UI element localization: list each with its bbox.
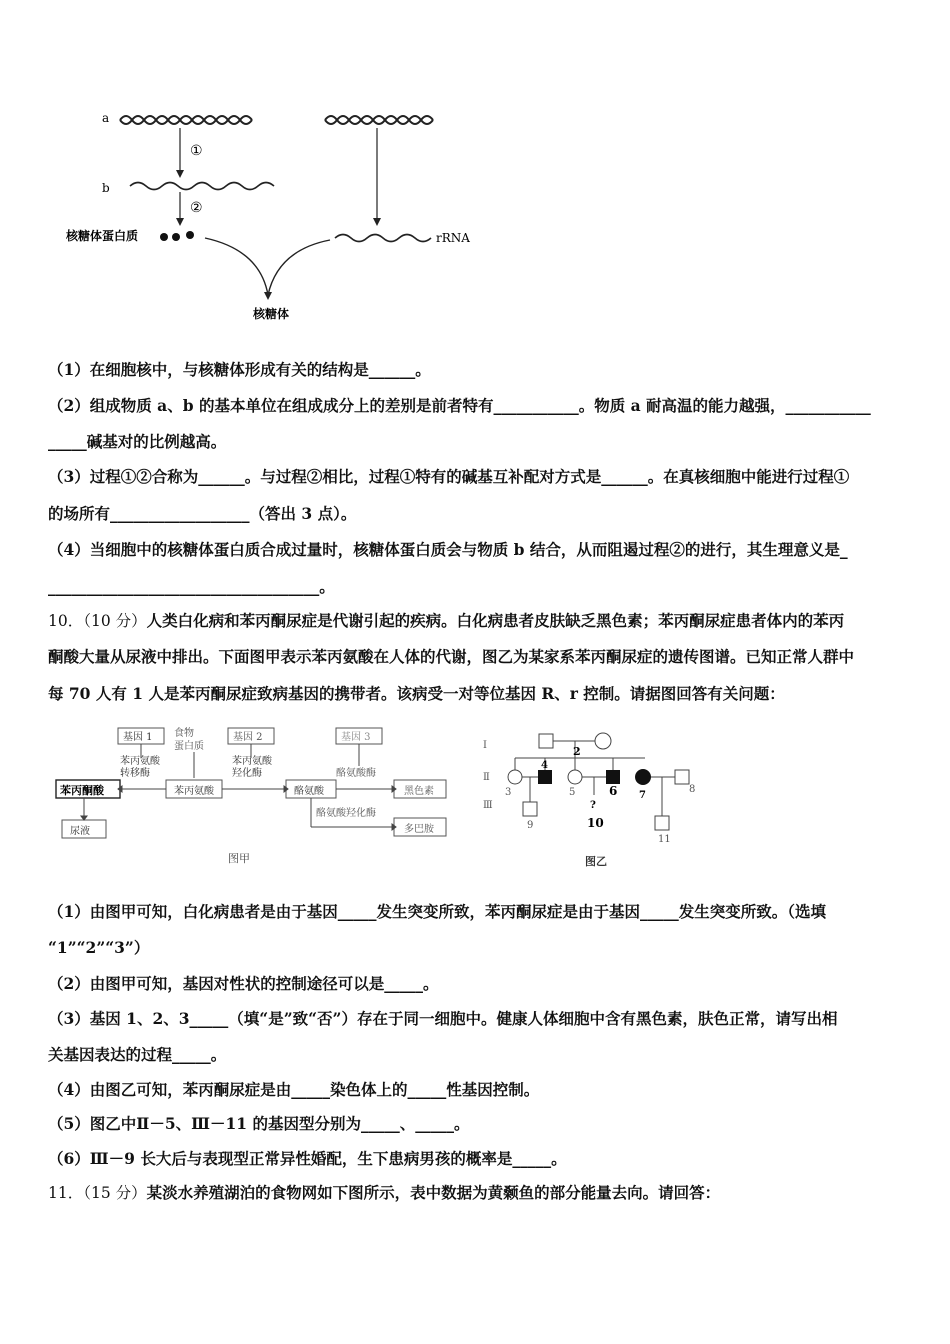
q10-part3a: （3）基因 1、2、3_____（填“是”致“否”）存在于同一细胞中。健康人体细胞中含有黑色素，肤色正常，请写出相 [48,1009,838,1028]
q9-part2b: _____碱基对的比例越高。 [48,432,227,451]
ped-num-11: 11 [658,834,671,845]
ped-num-8: 8 [689,784,696,795]
step1-label: ① [190,143,203,159]
food-label: 食物 [174,728,194,739]
tyr-box: 酪氨酸 [294,786,324,797]
q10-part2: （2）由图甲可知，基因对性状的控制途径可以是_____。 [48,974,439,993]
affected-male-6 [606,770,620,784]
q10-intro-2: 酮酸大量从尿液中排出。下面图甲表示苯丙氨酸在人体的代谢，图乙为某家系苯丙酮尿症的遗传图谱。已知正常人群中 [48,647,855,666]
q10-part5: （5）图乙中Ⅱ－5、Ⅲ－11 的基因型分别为_____、_____。 [48,1114,470,1133]
gene1-box: 基因 1 [123,732,153,743]
dna-right-helix [325,116,433,124]
ped-num-3: 3 [505,787,512,798]
figure-jia-caption: 图甲 [228,852,250,865]
affected-female-7 [635,769,651,785]
q10-number: 10．（10 分） [48,612,147,630]
protein-dot [172,233,180,241]
enzyme2-label: 苯丙氨酸 [232,756,272,767]
protein-dot [186,231,194,239]
q9-part3a: （3）过程①②合称为______。与过程②相比，过程①特有的碱基互补配对方式是______。在真核细胞中能进行过程① [48,467,850,486]
label-a: a [102,111,110,125]
urine-box: 尿液 [70,826,90,837]
q10-intro-1: 10．（10 分）人类白化病和苯丙酮尿症是代谢引起的疾病。白化病患者皮肤缺乏黑色素；苯丙酮尿症患者体内的苯丙 [48,611,845,630]
enzyme2-label-2: 羟化酶 [232,768,262,779]
q11-intro: 11．（15 分）某淡水养殖湖泊的食物网如下图所示，表中数据为黄颡鱼的部分能量去向。请回答： [48,1183,721,1202]
enzyme3-label: 酪氨酸酶 [336,768,376,779]
generation-I: Ⅰ [483,740,487,751]
ribosome-formation-diagram [66,100,490,330]
q10-part1a: （1）由图甲可知，白化病患者是由于基因_____发生突变所致，苯丙酮尿症是由于基因_____发生突变所致。（选填 [48,902,827,921]
q10-part4: （4）由图乙可知，苯丙酮尿症是由_____染色体上的_____性基因控制。 [48,1080,540,1099]
gene3-box: 基因 3 [341,732,371,743]
ped-num-4: 4 [541,760,548,771]
q10-intro-3: 每 70 人有 1 人是苯丙酮尿症致病基因的携带者。该病受一对等位基因 R、r 控制。请据图回答有关问题： [48,684,785,703]
phenylpyruvate-box: 苯丙酮酸 [60,784,104,797]
q10-part1b: “1”“2”“3”） [48,938,150,957]
q11-number: 11．（15 分） [48,1184,147,1202]
q9-part2a: （2）组成物质 a、b 的基本单位在组成成分上的差别是前者特有___________。物质 a 耐高温的能力越强，___________ [48,396,871,415]
q9-part1: （1）在细胞核中，与核糖体形成有关的结构是______。 [48,360,431,379]
ped-num-2: 2 [573,745,581,758]
dna-a-helix [120,116,252,124]
melanin-box: 黑色素 [404,786,434,797]
protein-dot [160,233,168,241]
phe-box: 苯丙氨酸 [174,786,214,797]
ped-question-mark: ? [590,800,596,811]
ped-num-7: 7 [639,790,646,801]
enzyme1-label-2: 转移酶 [120,768,150,779]
converge-left-curve [205,238,268,295]
ped-num-5: 5 [569,787,576,798]
q9-part4a: （4）当细胞中的核糖体蛋白质合成过量时，核糖体蛋白质会与物质 b 结合，从而阻遏过程②的进行，其生理意义是_ [48,540,848,559]
q9-part4b: ___________________________________。 [48,577,335,596]
figure-jia-metabolism [48,722,458,872]
ped-num-10: 10 [587,816,604,830]
generation-III: Ⅲ [483,800,493,811]
enzyme1-label: 苯丙氨酸 [120,756,160,767]
step2-label: ② [190,200,203,216]
dopamine-box: 多巴胺 [404,824,434,835]
ped-num-6: 6 [609,784,618,798]
figure-yi-pedigree [475,730,715,870]
mrna-b-wave [130,183,274,190]
rrna-wave [335,235,431,242]
converge-right-curve [268,240,330,295]
q10-part6: （6）Ⅲ－9 长大后与表现型正常异性婚配，生下患病男孩的概率是_____。 [48,1149,567,1168]
rrna-label: rRNA [436,231,470,245]
ribosome-label: 核糖体 [253,307,290,321]
q10-part3b: 关基因表达的过程_____。 [48,1045,227,1064]
q9-part3b: 的场所有__________________（答出 3 点）。 [48,504,357,523]
generation-II: Ⅱ [483,772,490,783]
figure-yi-caption: 图乙 [585,855,607,868]
food-label-2: 蛋白质 [174,741,204,752]
ped-num-9: 9 [527,820,534,831]
enzyme4-label: 酪氨酸羟化酶 [316,808,376,819]
gene2-box: 基因 2 [233,732,263,743]
affected-male-4 [538,770,552,784]
ribosomal-protein-label: 核糖体蛋白质 [66,229,139,243]
label-b: b [102,181,110,195]
